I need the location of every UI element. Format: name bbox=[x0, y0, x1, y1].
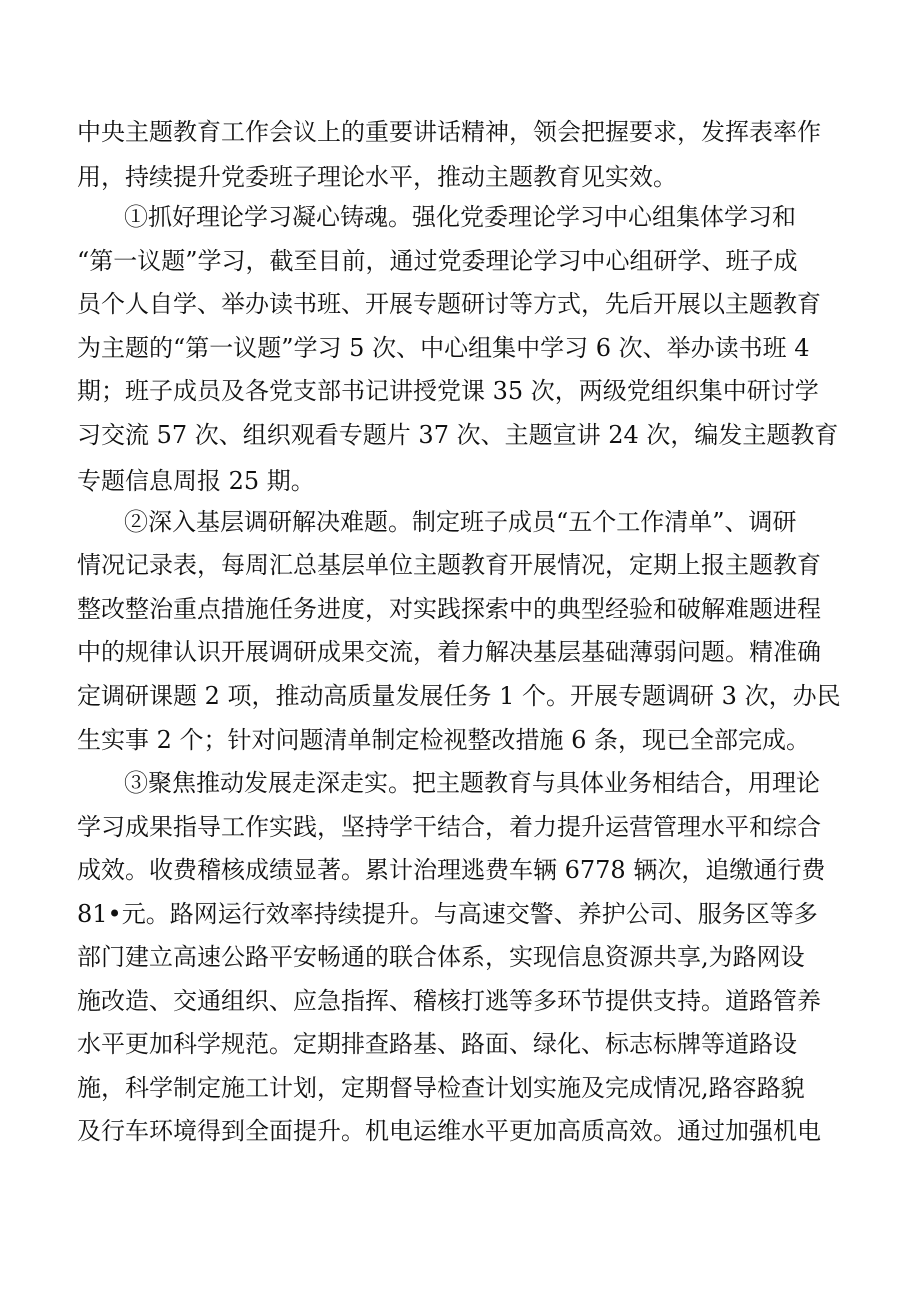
text-line: 为主题的“第一议题”学习 5 次、中心组集中学习 6 次、举办读书班 4 bbox=[77, 334, 810, 362]
text-line: 施改造、交通组织、应急指挥、稽核打逃等多环节提供支持。道路管养 bbox=[77, 987, 821, 1015]
text-line: 81•元。路网运行效率持续提升。与高速交警、养护公司、服务区等多 bbox=[77, 900, 818, 928]
text-line: 中央主题教育工作会议上的重要讲话精神，领会把握要求，发挥表率作 bbox=[77, 118, 821, 146]
text-line: 专题信息周报 25 期。 bbox=[77, 467, 315, 495]
text-line: 用，持续提升党委班子理论水平，推动主题教育见实效。 bbox=[77, 163, 677, 191]
paragraph-2-start: ②深入基层调研解决难题。制定班子成员“五个工作清单”、调研 bbox=[124, 508, 797, 536]
text-line: 及行车环境得到全面提升。机电运维水平更加高质高效。通过加强机电 bbox=[77, 1117, 821, 1145]
text-line: 情况记录表，每周汇总基层单位主题教育开展情况，定期上报主题教育 bbox=[77, 551, 821, 579]
paragraph-3-start: ③聚焦推动发展走深走实。把主题教育与具体业务相结合，用理论 bbox=[124, 769, 820, 797]
text-line: 定调研课题 2 项，推动高质量发展任务 1 个。开展专题调研 3 次，办民 bbox=[77, 682, 841, 710]
text-line: 学习成果指导工作实践，坚持学干结合，着力提升运营管理水平和综合 bbox=[77, 813, 821, 841]
text-line: 员个人自学、举办读书班、开展专题研讨等方式，先后开展以主题教育 bbox=[77, 290, 821, 318]
text-line: 施，科学制定施工计划，定期督导检查计划实施及完成情况,路容路貌 bbox=[77, 1074, 805, 1102]
text-line: 成效。收费稽核成绩显著。累计治理逃费车辆 6778 辆次，追缴通行费 bbox=[77, 856, 826, 884]
text-line: 习交流 57 次、组织观看专题片 37 次、主题宣讲 24 次，编发主题教育 bbox=[77, 421, 839, 449]
text-line: 部门建立高速公路平安畅通的联合体系，实现信息资源共享,为路网设 bbox=[77, 943, 805, 971]
text-line: “第一议题”学习，截至目前，通过党委理论学习中心组研学、班子成 bbox=[77, 247, 798, 275]
text-line: 期；班子成员及各党支部书记讲授党课 35 次，两级党组织集中研讨学 bbox=[77, 377, 819, 405]
text-line: 整改整治重点措施任务进度，对实践探索中的典型经验和破解难题进程 bbox=[77, 595, 821, 623]
paragraph-1-start: ①抓好理论学习凝心铸魂。强化党委理论学习中心组集体学习和 bbox=[124, 203, 796, 231]
text-line: 中的规律认识开展调研成果交流，着力解决基层基础薄弱问题。精准确 bbox=[77, 638, 821, 666]
text-line: 水平更加科学规范。定期排查路基、路面、绿化、标志标牌等道路设 bbox=[77, 1030, 797, 1058]
text-line: 生实事 2 个；针对问题清单制定检视整改措施 6 条，现已全部完成。 bbox=[77, 726, 811, 754]
